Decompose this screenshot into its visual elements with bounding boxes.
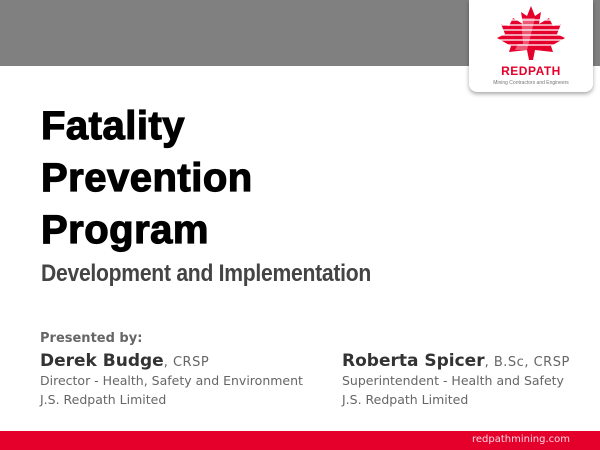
- slide-title: [41, 100, 253, 256]
- footer-url: redpathmining.com: [472, 434, 570, 445]
- presenter-name: Roberta Spicer: [342, 351, 485, 371]
- footer-band: [0, 431, 600, 450]
- maple-leaf-logo-icon: [491, 4, 571, 62]
- presenter-credentials: , CRSP: [163, 355, 210, 370]
- presenter-credentials: , B.Sc, CRSP: [484, 355, 570, 370]
- company-logo: [469, 0, 593, 92]
- presenter-1: [40, 351, 303, 409]
- logo-tagline: Mining Contractors and Engineers: [493, 80, 569, 86]
- title-line: Fatality: [41, 104, 186, 148]
- slide-subtitle: Development and Implementation: [41, 260, 372, 287]
- presenter-role: Director - Health, Safety and Environment: [40, 373, 303, 388]
- title-line: Prevention: [41, 156, 253, 200]
- title-line: Program: [41, 208, 209, 252]
- presenter-2: [342, 351, 570, 409]
- logo-wordmark: REDPATH: [501, 64, 561, 78]
- presenter-company: J.S. Redpath Limited: [342, 392, 469, 407]
- presenter-name: Derek Budge: [40, 351, 164, 371]
- presenter-company: J.S. Redpath Limited: [40, 392, 167, 407]
- presenter-role: Superintendent - Health and Safety: [342, 373, 564, 388]
- presented-by-label: Presented by:: [40, 331, 143, 346]
